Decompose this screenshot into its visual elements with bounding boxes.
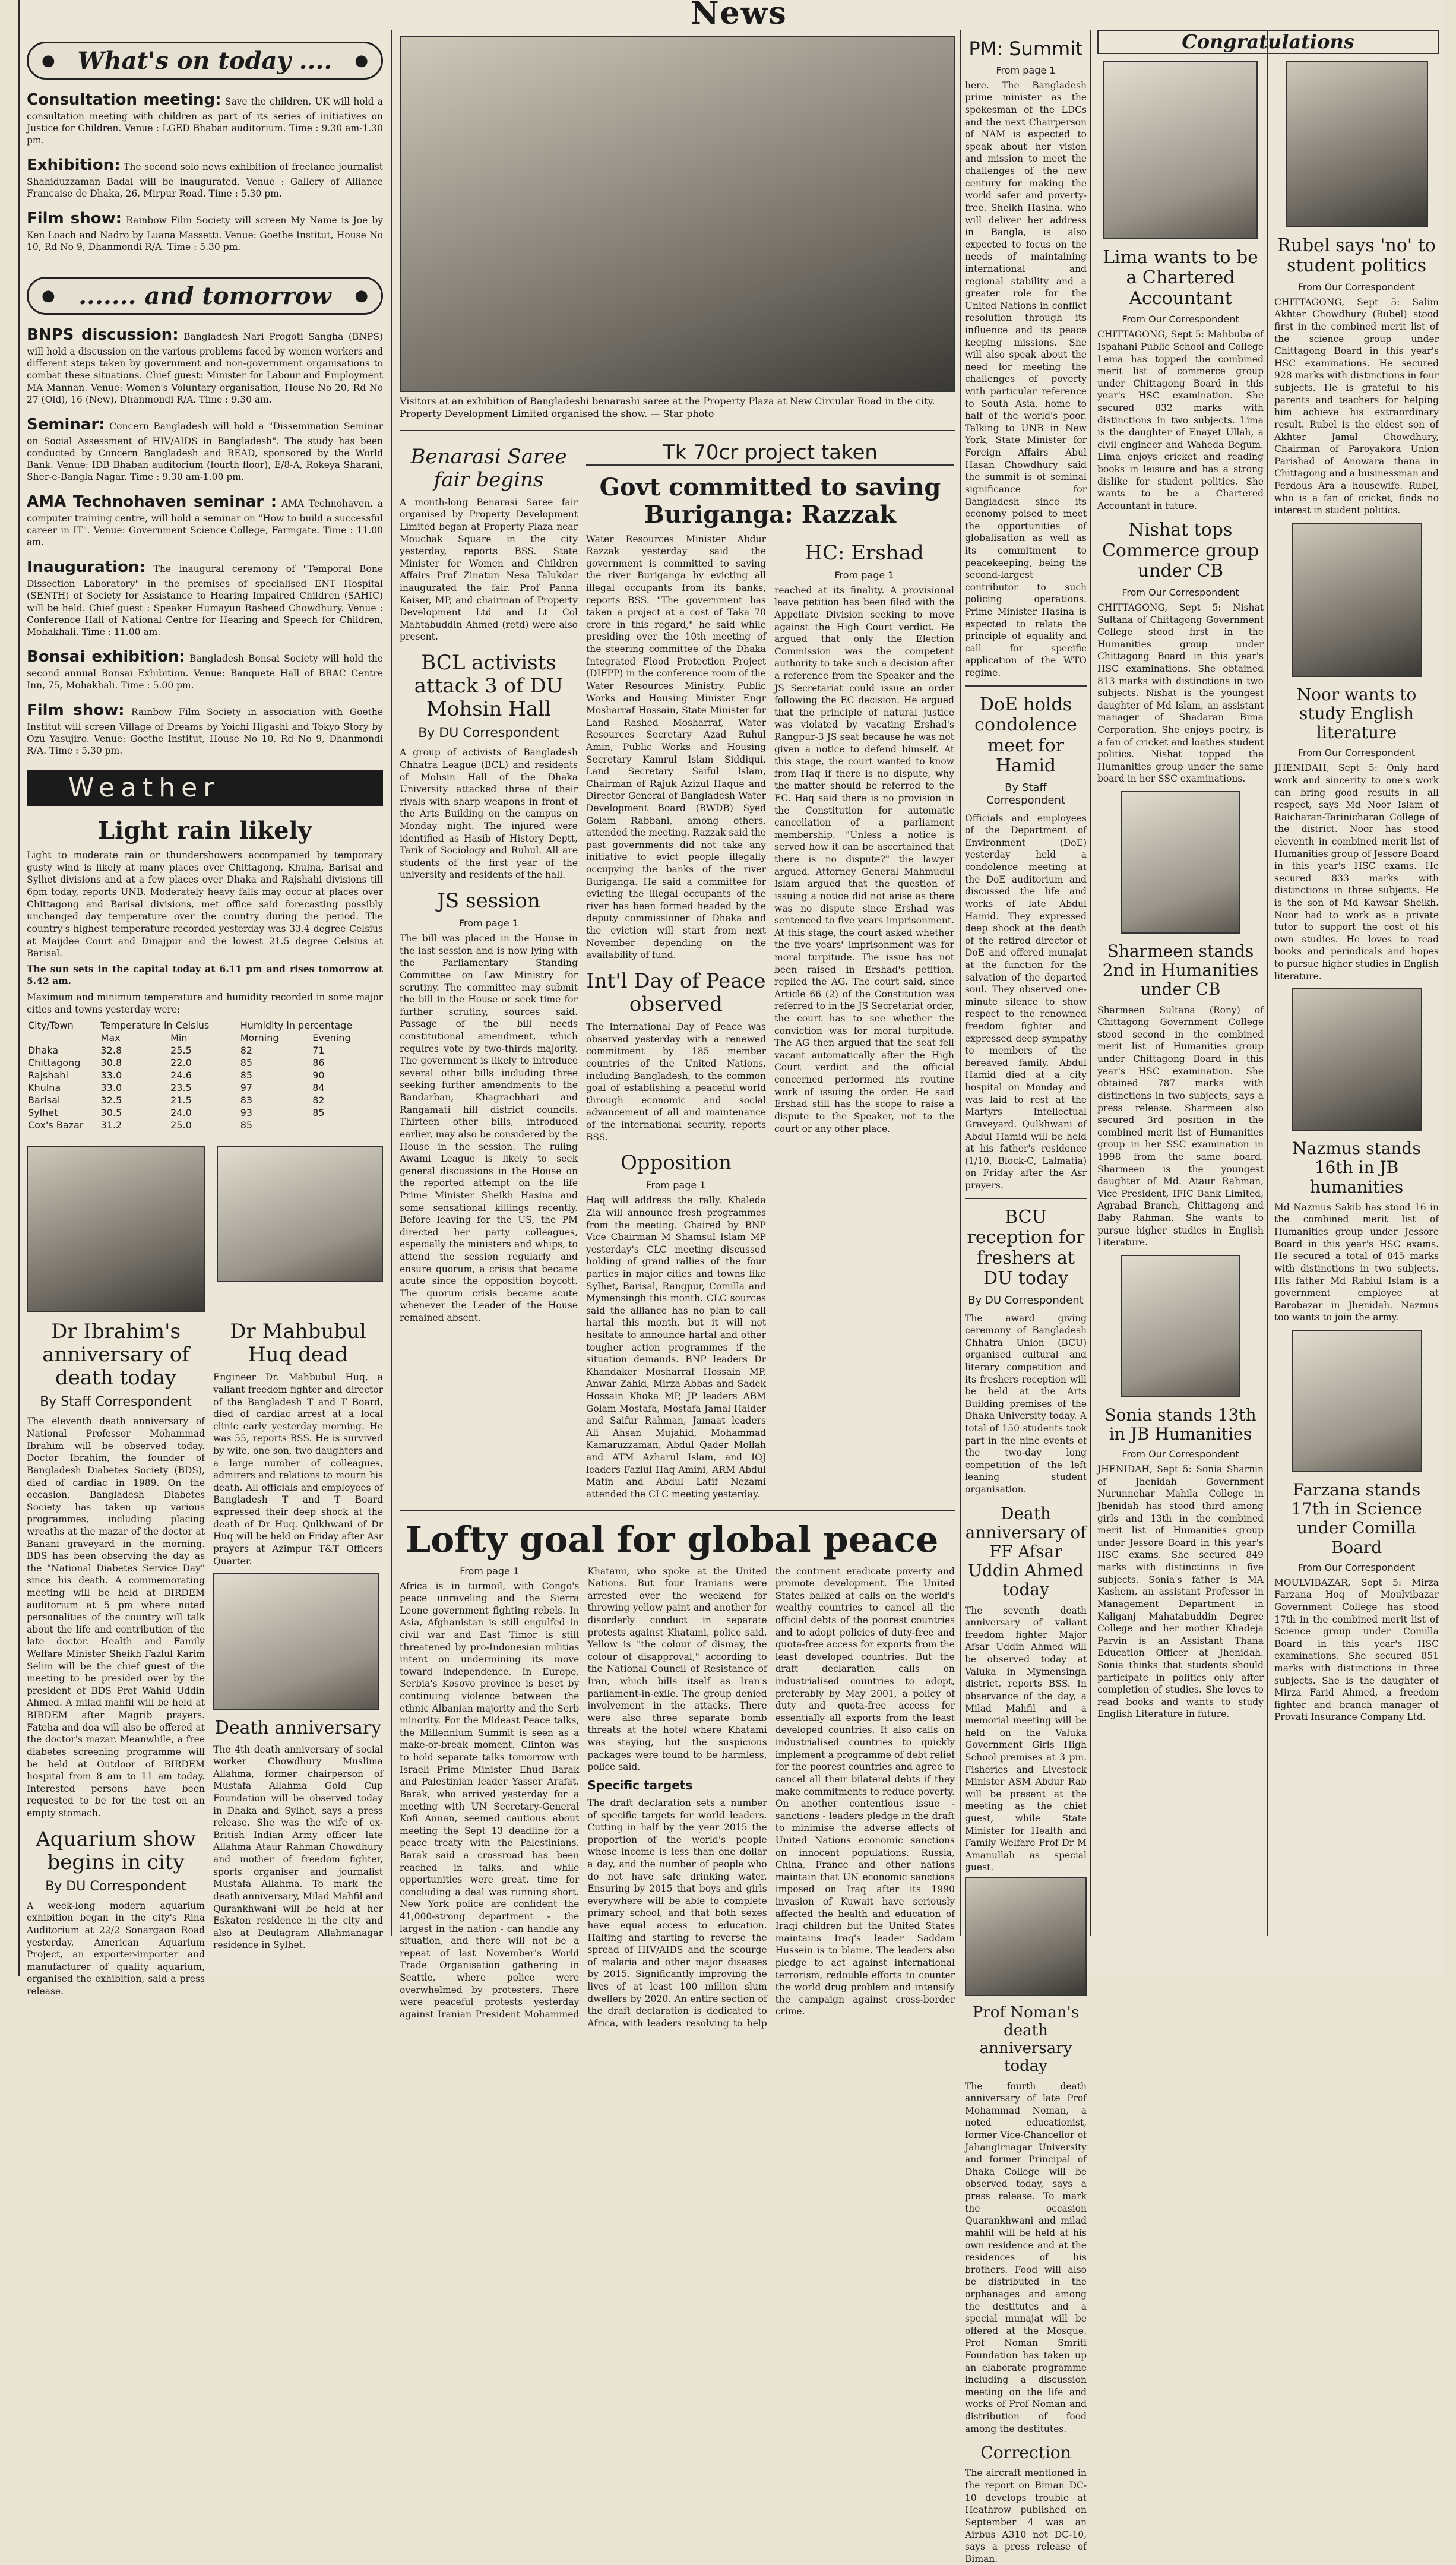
weather-row — [27, 1119, 383, 1131]
bcu-headline: BCU reception for freshers at DU today — [967, 1206, 1085, 1289]
bcl-text: A group of activists of Bangladesh Chhatra League (BCL) and residents of Mohsin Hall of the Dhaka University attacked three of their rivals with sharp weapons in front of the Arts Building on the campus on Monday night. The injured were identified as Hasib of History Deptt, Tarik of Sociology and Ruhul. All are students of the first year of the university and residents of the hall. — [400, 747, 578, 881]
js-headline: JS session — [437, 889, 540, 913]
nishat-headline: Nishat tops Commerce group under CB — [1102, 520, 1259, 582]
specific-text: The draft declaration sets a number of specific targets for world leaders. Cutting in half by the year 2015 the proportion of the world's people whose income is less than one dollar a day, and the number of people who do not have safe drinking water. Ensuring by 2015 that boys and girls everywhere will be able to complete primary school, and that both sexes have equal access to education. Halting and starting to reverse the spread of HIV/AIDS and the scourge of malaria and other major diseases by 2015. Significantly improving the lives of at least 100 million slum dwellers by 2020. An entire section of the draft declaration is dedicated to Africa, with leaders resolving to help the continent eradicate poverty and promote development. The United States balked at calls on the world's wealthy countries to cancel all the official debts of the poorest countries and to adopt policies of duty-free and quota-free access for exports from the least developed countries. But the draft declaration calls on industrialised countries to adopt, preferably by May 2001, a policy of duty and quota-free access for essentially all exports from the least developed countries. It also calls on industrialised countries to quickly implement a programme of debt relief for the poorest countries and agree to cancel all their bilateral debts if they make commitments to reduce poverty. On another contentious issue - sanctions - leaders pledge in the draft to minimise the adverse effects of United Nations economic sanctions on innocent populations. Russia, China, France and other nations maintain that UN economic sanctions imposed on Iraq after its 1990 invasion of Kuwait have seriously affected the health and education of Iraqi children but the United States maintains Iraq's leader Saddam Hussein is to blame. The leaders also pledge to act against international terrorism, redouble efforts to counter the world drug problem and intensify the campaign against cross-border crime. — [587, 1565, 955, 2029]
event-text: Rainbow Film Society will screen My Name is Joe by Ken Loach and Nadro by Luana Massetti. Venue: Goethe Institut, House No 10, Rd No 9, Dhanmondi R/A. Time : 5.30 pm. — [27, 215, 383, 253]
weather-text-2: Maximum and minimum temperature and humidity recorded in some major cities and towns yesterday were: — [27, 991, 383, 1015]
saree-exhibition-photo — [400, 36, 955, 392]
weather-cell: Barisal — [28, 1095, 61, 1106]
js-text: The bill was placed in the House in the last session and is now lying with the Parliamentary Standing Committee on Law Ministry for scrutiny. The committee may submit the bill in the House or seek time for further scrutiny, sources said. Passage of the bill needs constitutional amendment, which requires vote by two-thirds majority. The government is likely to introduce several other bills including three seeking further amendments to the Bandarban, Khagrachhari and Rangamati hill district councils. Thirteen other bills, introduced earlier, may also be considered by the House in the session. The ruling Awami League is likely to seek general discussions in the House on the reported attempt on the life Prime Minister Sheikh Hasina and some sensational killings recently. Before leaving for the US, the PM directed her party colleagues, especially the ministers and whips, to attend the session regularly and ensure quorum, a crisis that became acute since the opposition boycott. The quorum crisis became acute whenever the Leader of the House remained absent. — [400, 933, 578, 1324]
hc-headline: HC: Ershad — [805, 540, 924, 565]
nazmus-text: Md Nazmus Sakib has stood 16 in the combined merit list of Humanities group under Jessore Board in this year's HSC exams. He secured a total of 845 marks with distinctions in two subjects. His father Md Rabiul Islam is a government employee at Barobazar in Jhenidah. Nazmus too wants to join the army. — [1274, 1201, 1439, 1323]
weather-cell: Cox's Bazar — [28, 1119, 84, 1131]
event-text: The inaugural ceremony of "Temporal Bone Dissection Laboratory" in the premises of specialised ENT Hospital (SENTH) of Society for Assistance to Hearing Impaired Children (SAHIC) will be held. Chief guest : Speaker Humayun Rasheed Chowdhury. Venue : Conference Hall of National Centre for Hearing and Speech for Children, Mohakhali. Time : 11.00 am. — [27, 564, 383, 637]
doe-headline: DoE holds condolence meet for Hamid — [974, 694, 1077, 777]
event-title: Seminar: — [27, 415, 105, 434]
farzana-text: MOULVIBAZAR, Sept 5: Mirza Farzana Hoq of Moulvibazar Government College has stood 17th in the combined merit list of Science group under Comilla Board in this year's HSC examinations. She secured 851 marks with distinctions in three subjects. She is the daughter of Mirza Farid Ahmed, a freedom fighter and branch manager of Provati Insurance Company Ltd. — [1274, 1577, 1439, 1723]
farzana-photo — [1292, 1330, 1422, 1472]
ibrahim-photo — [27, 1146, 205, 1312]
noman-text: The fourth death anniversary of late Prof Mohammad Noman, a noted educationist, former Vice-Chancellor of Jahangirnagar University and former Principal of Dhaka College will be observed today, says a press release. To mark the occasion Quarankhwani and milad mahfil will be held at his own residence and at the residences of his brothers. Food will also be distributed in the orphanages and among the destitutes and a special munajat will be offered at the Mosque. Prof Noman Smriti Foundation has taken up an elaborate programme including a discussion meeting on the life and works of Prof Noman and distribution of food among the destitutes. — [965, 2080, 1087, 2434]
bcl-headline: BCL activists attack 3 of DU Mohsin Hall — [414, 651, 564, 722]
weather-cell: 32.8 — [100, 1045, 122, 1057]
whats-on-banner: ● What's on today .... ● — [27, 42, 383, 80]
opposition-from: From page 1 — [646, 1179, 706, 1191]
weather-cell: 85 — [312, 1107, 325, 1119]
nishat-from: From Our Correspondent — [1122, 586, 1239, 598]
opposition-headline: Opposition — [620, 1151, 732, 1175]
event-title: BNPS discussion: — [27, 326, 179, 344]
weather-cell: 23.5 — [170, 1082, 192, 1094]
column-5 — [965, 30, 1087, 2564]
weather-cell: 32.5 — [100, 1095, 122, 1106]
doe-text: Officials and employees of the Department of Environment (DoE) yesterday held a condolence meeting at the DoE auditorium and discussed the life and works of late Abdul Hamid. They expressed deep shock at the death of the retired director of DoE and offered munajat at the function for the salvation of the departed soul. They observed one-minute silence to show respect to the renowned freedom fighter and expressed deep sympathy to members of the bereaved family. Abdul Hamid died at a city hospital on Monday and was laid to rest at the Martyrs Intellectual Graveyard. Qulkhwani of Abdul Hamid will be held at his father's residence (1/10, Block-C, Lalmatia) on Friday after the Asr prayers. — [965, 812, 1087, 1191]
weather-cell: 82 — [312, 1095, 325, 1106]
events-tomorrow-list — [27, 325, 383, 757]
event-text: Bangladesh Nari Progoti Sangha (BNPS) will hold a discussion on the various problems faced by women workers and different steps taken by government and non-government organisations to combat these situations. Chief guest: Minister for Labour and Employment MA Mannan. Venue: Women's Voluntary organisation, House No 20, Rd No 27 (Old), 16 (New), Dhanmondi R/A. Time : 9.30 am. — [27, 331, 383, 405]
weather-cell: 97 — [240, 1082, 253, 1094]
weather-table-head: Temperature in Celsius — [100, 1020, 210, 1032]
weather-cell: 85 — [240, 1070, 253, 1081]
weather-cell: 25.5 — [170, 1045, 192, 1057]
event-text: Save the children, UK will hold a consultation meeting with children as part of its series of initiatives on Justice for Children. Venue : LGED Bhaban auditorium. Time : 9.30 am-1.30 pm. — [27, 96, 383, 146]
intl-headline: Int'l Day of Peace observed — [586, 969, 766, 1017]
weather-table-sub: Min — [170, 1032, 188, 1044]
aquarium-headline: Aquarium show begins in city — [36, 1827, 196, 1874]
events-today-list — [27, 90, 383, 253]
newspaper-page — [18, 0, 1443, 2564]
congratulations-banner: Congratulations — [1097, 30, 1439, 54]
bcl-byline: By DU Correspondent — [418, 726, 559, 741]
event-title: AMA Technohaven seminar : — [27, 493, 277, 511]
noman-photo — [965, 1877, 1087, 1996]
js-from: From page 1 — [459, 918, 518, 929]
aquarium-byline: By DU Correspondent — [45, 1878, 186, 1894]
lofty-article — [400, 1565, 955, 2030]
masthead: News — [691, 0, 787, 31]
weather-row — [27, 1057, 383, 1069]
weather-cell: 83 — [240, 1095, 253, 1106]
lima-headline: Lima wants to be a Chartered Accountant — [1103, 246, 1258, 309]
congratulations-section — [1097, 30, 1439, 1966]
specific-headline: Specific targets — [587, 1778, 693, 1792]
correction-text: The aircraft mentioned in the report on Biman DC-10 develops trouble at Heathrow published on September 4 was an Airbus A310 not DC-10, says a press release of Biman. — [965, 2468, 1087, 2564]
noor-text: JHENIDAH, Sept 5: Only hard work and sincerity to one's work can bring good results in all respect, says Md Noor Islam of Raicharan-Tarinicharan College of the district. Noor has stood eleventh in combined merit list of Humanities group of Jessore Board in this year's HSC exams. He secured 833 marks with distinctions in three subjects. He is the son of Md Kawsar Sheikh. Noor had to work as a private tutor to support the cost of his own studies. He loves to read books and periodicals and hopes to pursue higher studies in English literature. — [1274, 763, 1439, 982]
weather-cell: 93 — [240, 1107, 253, 1119]
event-item — [27, 647, 383, 691]
event-item — [27, 209, 383, 253]
photo-caption: Visitors at an exhibition of Bangladeshi benarashi saree at the Property Plaza at New Circular Road in the city. Property Development Limited organised the show. — Star photo — [400, 396, 935, 419]
weather-cell: 33.0 — [100, 1070, 122, 1081]
event-item — [27, 325, 383, 406]
bcu-byline: By DU Correspondent — [968, 1293, 1084, 1307]
event-title: Exhibition: — [27, 156, 121, 175]
sonia-text: JHENIDAH, Sept 5: Sonia Sharnin of Jhenidah Government Nurunnehar Mahila College in Jhenidah has stood third among girls and 13th in the combined merit list of Humanities group under Jessore Board in this year's HSC exams. She secured 849 marks with distinctions in five subjects. Sonia's father is MA Kashem, an assistant Professor in Management Department in Kaliganj Mahatabuddin Degree College and her mother Khadeja Parvin is an Assistant Thana Education Officer at Jhenidah. Sonia thinks that students should participate in politics only after completion of studies. She loves to read books and wants to study English Literature in future. — [1097, 1464, 1264, 1720]
sonia-from: From Our Correspondent — [1122, 1448, 1239, 1460]
anniversary-text: The 4th death anniversary of social worker Chowdhury Muslima Allahma, former chairperson of Mustafa Allahma Gold Cup Foundation will be observed today in Dhaka and Sylhet, says a press release. She was the wife of ex-British Indian Army officer late Allahma Ataur Rahman Chowdhury and mother of freedom fighter, sports organiser and journalist Mustafa Allahma. To mark the death anniversary, Milad Mahfil and Qurankhwani will be held at her Eskaton residence in the city and also at Deulagram Allahmanagar residence in Sylhet. — [213, 1744, 383, 1951]
weather-cell: 21.5 — [170, 1095, 192, 1106]
event-title: Bonsai exhibition: — [27, 647, 185, 666]
weather-cell: 90 — [312, 1070, 325, 1081]
weather-row — [27, 1069, 383, 1081]
pm-headline: PM: Summit — [968, 37, 1083, 60]
weather-cell: 71 — [312, 1045, 325, 1057]
event-item — [27, 156, 383, 200]
mahbubul-text: Engineer Dr. Mahbubul Huq, a valiant freedom fighter and director of the Bangladesh T and T Board, died of cardiac arrest at a local clinic early yesterday morning. He was 55, reports BSS. He is survived by wife, one son, two daughters and a large number of colleagues, admirers and relations to mourn his death. All officials and employees of Bangladesh T and T Board expressed their deep shock at the death of Dr Huq. Qulkhwani of Dr Huq will be held on Friday after Asr prayers at Azimpur T&T Officers Quarter. — [213, 1372, 383, 1567]
tomorrow-banner: ● ....... and tomorrow ● — [27, 277, 383, 315]
event-item — [27, 558, 383, 638]
farzana-from: From Our Correspondent — [1297, 1561, 1416, 1573]
hc-text: reached at its finality. A provisional leave petition has been filed with the Appellate Division seeking to move against the High Court verdict. He argued that only the Election Commission was the competent authority to take such a decision after a reference from the Speaker and the JS Secretariat could issue an order following the EC decision. He argued that the principle of natural justice was violated by vacating Ershad's Rangpur-3 JS seat because he was not given a notice to defend himself. At this stage, the court wanted to know from Haq if there is no dispute, why the matter should be referred to the EC. Haq said there is no provision in the Constitution for automatic cancellation of a parliament membership. "Unless a notice is served how it can be ascertained that there is no dispute?" the lawyer argued. Attorney General Mahmudul Islam argued that the question of issuing a notice did not arise as there was no dispute since Ershad was sentenced to five years imprisonment. At this stage, the court asked whether the five years' imprisonment was for moral turpitude. The issue has not been raised in Ershad's petition, replied the AG. The court said, since Article 66 (2) of the Constitution was referred to in the JS Secretariat order, the court has to see whether the conviction was for moral turpitude. The AG then argued that the seat fell vacant automatically after the High Court verdict and the official concerned performed his routine work of issuing the order. He said Ershad still has the scope to raise a dispute to the Speaker, not to the court or any other place. — [774, 584, 954, 1134]
event-title: Film show: — [27, 210, 122, 228]
buriganga-headline: Govt committed to saving Buriganga: Razzak — [599, 473, 941, 529]
weather-table — [27, 1019, 383, 1131]
afsar-headline: Death anniversary of FF Afsar Uddin Ahmed today — [965, 1503, 1087, 1600]
event-title: Film show: — [27, 701, 125, 720]
anniversary-headline: Death anniversary — [214, 1718, 382, 1739]
event-text: Bangladesh Bonsai Society will hold the second annual Bonsai Exhibition. Venue: Banquete Hall of BRAC Centre Inn, 75, Mohakhali. Time : 5.00 pm. — [27, 653, 383, 691]
weather-cell: 31.2 — [100, 1119, 122, 1131]
lofty-headline: Lofty goal for global peace — [406, 1519, 939, 1561]
event-item — [27, 701, 383, 757]
lima-text: CHITTAGONG, Sept 5: Mahbuba of Ispahani Public School and College Lema has topped the combined merit list of commerce group under Chittagong Board in this year's HSC examination. She secured 832 marks with distinctions in two subjects. Lima is the daughter of Enayet Ullah, a civil engineer and Waheda Begum. Lima enjoys cricket and reading books in leisure and has a strong dislike for student politics. She wants to be a Chartered Accountant in future. — [1097, 329, 1264, 511]
weather-text: Light to moderate rain or thundershowers accompanied by temporary gusty wind is likely at many places over Chittagong, Khulna, Barisal and Sylhet divisions and at a few places over Dhaka and Rajshahi divisions till 6pm today, reports UNB. Moderately heavy falls may occur at places over Chittagong and Barisal divisions, met office said forecasting possibly unchanged day temperature over the country during the period. The country's highest temperature recorded yesterday was 33.4 degree Celsius at Maijdee Court and Dinajpur and the lowest 21.5 degree Celsius at Barisal. — [27, 850, 383, 959]
weather-cell — [311, 1119, 383, 1131]
event-text: Rainbow Film Society in association with Goethe Institut will screen Village of Dreams by Yoichi Higashi and Tokyo Story by Ozu Yasujiro. Venue: Goethe Institut, House No 10, Rd No 9, Dhanmondi R/A. Time : 5.30 pm. — [27, 707, 383, 757]
doe-byline: By Staff Correspondent — [986, 781, 1065, 806]
weather-table-body — [27, 1044, 383, 1131]
noman-headline: Prof Noman's death anniversary today — [972, 2004, 1080, 2075]
hc-from: From page 1 — [834, 569, 894, 581]
noor-photo — [1292, 523, 1422, 677]
noor-headline: Noor wants to study English literature — [1296, 684, 1417, 743]
weather-table-sub: Morning — [240, 1032, 279, 1044]
weather-cell: Dhaka — [28, 1045, 59, 1057]
rubel-photo — [1286, 61, 1428, 227]
weather-cell: Sylhet — [28, 1107, 58, 1119]
weather-table-sub: Evening — [312, 1032, 351, 1044]
event-text: AMA Technohaven, a computer training centre, will hold a seminar on "How to build a successful career in IT". Venue: Government Science College, Farmgate. Time : 11.00 am. — [27, 498, 383, 548]
afsar-text: The seventh death anniversary of valiant freedom fighter Major Afsar Uddin Ahmed will be observed today at Valuka in Mymensingh district, reports BSS. In observance of the day, a Milad Mahfil and a memorial meeting will be held on the Valuka Government Girls High School premises at 3 pm. Fisheries and Livestock Minister ASM Abdur Rab will be present at the meeting as the chief guest, while State Minister for Health and Family Welfare Prof Dr M Amanullah as special guest. — [965, 1605, 1087, 1873]
weather-table-sub — [27, 1032, 100, 1044]
weather-table-head: City/Town — [28, 1020, 74, 1032]
weather-row — [27, 1094, 383, 1106]
event-title: Inauguration: — [27, 558, 145, 577]
sonia-photo — [1121, 1255, 1240, 1397]
column-rule — [1090, 30, 1091, 1936]
sharmeen-headline: Sharmeen stands 2nd in Humanities under CB — [1102, 941, 1259, 1000]
benarasi-headline: Benarasi Saree fair begins — [410, 444, 567, 492]
tk-kicker: Tk 70cr project taken — [586, 441, 954, 466]
event-text: Concern Bangladesh will hold a "Dissemination Seminar on Social Assessment of HIV/AIDS in Bangladesh". The study has been conducted by Concern Bangladesh and READ, sponsored by the World Bank. Venue: IDB Bhaban auditorium (fourth floor), E/8-A, Rokeya Sharani, Sher-e-Bangla Nagar. Time : 9.30 am-1.00 pm. — [27, 420, 383, 483]
column-rule — [960, 30, 961, 1936]
correction-headline: Correction — [980, 2443, 1071, 2463]
pm-text: here. The Bangladesh prime minister as the spokesman of the LDCs and the next Chairperson of NAM is expected to speak about her vision and mission to meet the challenges of the new century for making the world safer and poverty-free. Sheikh Hasina, who will deliver her address in Bangla, is also expected to focus on the needs of maintaining international and regional stability and a greater role for the United Nations in conflict resolution through its influence and its peace keeping missions. She will also speak about the need for meeting the challenges of poverty with particular reference to South Asia, home to half of the world's poor. Talking to UNB in New York, State Minister for Foreign Affairs Abul Hasan Chowdhury said the summit is of seminal significance for Bangladesh since its economy poised to meet the opportunities of globalisation as well as its commitment to peacekeeping, being the second-largest contributor to such policing operations. Prime Minister Hasina is expected to relate the principle of equality and call for specific application of the WTO regime. — [965, 80, 1087, 679]
aquarium-text: A week-long modern aquarium exhibition began in the city's Rina Auditorium at 22/2 Sonargaon Road yesterday. American Aquarium Project, an exporter-importer and manufacturer of quality aquarium, organised the exhibition, said a press release. — [27, 1900, 205, 1997]
weather-cell: 24.6 — [170, 1070, 192, 1081]
weather-table-head: Humidity in percentage — [240, 1020, 353, 1032]
nishat-text: CHITTAGONG, Sept 5: Nishat Sultana of Chittagong Government College stood first in the Humanities group under Chittagong Board in this year's HSC examinations. She obtained 813 marks with distinctions in two subjects. Nishat is the youngest daughter of Md Islam, an assistant manager of Shadaran Bima Corporation. She enjoys poetry, is a fan of cricket and loathes student politics. Nishat topped the Humanities group under the same board in her SSC examinations. — [1097, 602, 1264, 785]
weather-cell: 33.0 — [100, 1082, 122, 1094]
weather-cell: Rajshahi — [28, 1070, 68, 1081]
weather-cell: 30.8 — [100, 1057, 122, 1069]
benarasi-text: A month-long Benarasi Saree fair organised by Property Development Limited began at Property Plaza near Mouchak Square in the city yesterday, reports BSS. State Minister for Women and Children Affairs Prof Zinatun Nesa Talukdar inaugurated the fair. Prof Panna Kaiser, MP, and chairman of Property Development Ltd and Lt Col Mahtabuddin Ahmed (retd) were also present. — [400, 496, 578, 643]
rubel-from: From Our Correspondent — [1297, 281, 1416, 293]
event-item — [27, 90, 383, 146]
weather-cell: 24.0 — [170, 1107, 192, 1119]
sharmeen-text: Sharmeen Sultana (Rony) of Chittagong Government College stood second in the combined merit list of Humanities group under Chittagong Board in this year's HSC examination. She obtained 787 marks with distinctions in two subjects, says a press release. Sharmeen also secured 3rd position in the combined merit list of Humanities group in her SSC examination in 1998 from the same board. Sharmeen is the youngest daughter of Md. Ataur Rahman, Vice President, IFIC Bank Limited, Agrabad Branch, Chittagong and Baby Rahman. She wants to pursue higher studies in English Literature. — [1097, 1004, 1264, 1248]
ibrahim-headline: Dr Ibrahim's anniversary of death today — [42, 1320, 189, 1390]
event-title: Consultation meeting: — [27, 91, 221, 109]
farzana-headline: Farzana stands 17th in Science under Comilla Board — [1291, 1479, 1422, 1557]
weather-cell: 25.0 — [170, 1119, 192, 1131]
column-1 — [27, 18, 383, 1997]
event-item — [27, 492, 383, 548]
sharmeen-photo — [1121, 791, 1240, 934]
intl-text: The International Day of Peace was observed yesterday with a renewed commitment by 185 member countries of the United Nations, including Bangladesh, to the common goal of establishing a peaceful world through economic and social advancement of all and maintenance of the international security, reports BSS. — [586, 1021, 766, 1143]
allahma-photo — [213, 1573, 379, 1710]
weather-row — [27, 1044, 383, 1057]
column-rule — [391, 30, 392, 1936]
weather-cell: 30.5 — [100, 1107, 122, 1119]
opposition-text: Haq will address the rally. Khaleda Zia will announce fresh programmes from the meeting. Chaired by BNP Vice Chairman M Shamsul Islam MP yesterday's CLC meeting discussed holding of grand rallies of the four parties in major cities and towns like Sylhet, Barisal, Rangpur, Comilla and Mymensingh this month. CLC sources said the alliance has no plan to call hartal this month, but it will not hesitate to announce hartal and other tougher action programmes if the situation demands. BNP leaders Dr Khandaker Mosharraf Hossain MP, Anwar Zahid, Mirza Abbas and Sadek Hossain Khoka MP, JP leaders ABM Golam Mostafa, Mostafa Jamal Haider and Saifur Rahman, Jamaat leaders Ali Ahsan Mujahid, Mohammad Kamaruzzaman, Abdul Qader Mollah and ATM Azharul Islam, and IOJ leaders Fazlul Haq Amini, ARM Abdul Matin and Abdul Latif Nezami attended the CLC meeting yesterday. — [586, 1195, 766, 1500]
weather-cell: 85 — [240, 1057, 253, 1069]
weather-cell: 86 — [312, 1057, 325, 1069]
lima-photo — [1103, 61, 1258, 239]
lofty-text: Africa is in turmoil, with Congo's peace unraveling and the Sierra Leone government fighting rebels. In Asia, Afghanistan is still engulfed in civil war and East Timor is still threatened by pro-Indonesian militias intent on undermining its move toward independence. In Europe, Serbia's Kosovo province is beset by continuing violence between the ethnic Albanian majority and the Serb minority. For the Mideast Peace talks, the Millennium Summit is seen as a make-or-break moment. Clinton was to hold separate talks tomorrow with Israeli Prime Minister Ehud Barak and Palestinian leader Yasser Arafat. Barak, who arrived yesterday for a meeting with UN Secretary-General Kofi Annan, seemed cautious about meeting the Sept 13 deadline for a peace treaty with the Palestinians. Barak said a crossroad has been reached in talks, and while opportunities were great, time for concluding a deal was running short. New York police are confident the 41,000-strong department - the largest in the nation - can handle any situation, and there will not be a repeat of last November's World Trade Organisation gathering in Seattle, where police were overwhelmed by protesters. There were peaceful protests yesterday against Iranian President Mohammed Khatami, who spoke at the United Nations. But four Iranians were arrested over the weekend for throwing yellow paint and another for disorderly conduct in separate protests against Khatami, police said. Yellow is "the colour of dismay, the colour of disapproval," according to the National Council of Resistance of Iran, which bills itself as Iran's parliament-in-exile. The group denied involvement in the attacks. There were also three separate bomb threats at the hotel where Khatami was staying, but the suspicious packages were found to be harmless, police said. — [400, 1565, 767, 2020]
mahbubul-photo — [217, 1146, 383, 1282]
weather-cell: Chittagong — [28, 1057, 81, 1069]
rubel-text: CHITTAGONG, Sept 5: Salim Akhter Chowdhury (Rubel) stood first in the combined merit list of the science group under Chittagong Board in this year's HSC examinations. He secured 928 marks with distinctions in four subjects. He is grateful to his parents and teachers for helping him achieve his extraordinary result. Rubel is the eldest son of Akhter Jamal Chowdhury, Chairman of Paroyakora Union Parishad of Anowara thana in Chittagong and a businessman and Ferdous Ara a housewife. Rubel, who is a fan of cricket, finds no interest in student politics. — [1274, 296, 1439, 516]
event-text: The second solo news exhibition of freelance journalist Shahiduzzaman Badal will be inaugurated. Venue : Gallery of Alliance Francaise de Dhaka, 26, Mirpur Road. Time : 5.30 pm. — [27, 162, 383, 200]
event-item — [27, 415, 383, 483]
ibrahim-text: The eleventh death anniversary of National Professor Mohammad Ibrahim will be observed today. Doctor Ibrahim, the founder of Bangladesh Diabetes Society (BDS), died of cardiac in 1989. On the occasion, Bangladesh Diabetes Society has taken up various programmes, including placing wreaths at the mazar of the doctor at Banani graveyard in the morning. BDS has been observing the day as the "National Diabetes Service Day" since his death. A commemorating meeting will be held at BIRDEM auditorium at 5 pm where noted personalities of the country will talk about the life and contribution of the late doctor. Health and Family Welfare Minister Sheikh Fazlul Karim Selim will be the chief guest of the meeting to be presided over by the president of BDS Prof Wahid Uddin Ahmed. A milad mahfil will be held at BIRDEM after Magrib prayers. Fateha and doa will also be offered at the doctor's mazar. Meanwhile, a free diabetes screening programme will be held at Outdoor of BIRDEM hospital from 8 am to 11 am today. Interested persons have been requested to be for the test on an empty stomach. — [27, 1416, 205, 1818]
noor-from: From Our Correspondent — [1297, 747, 1416, 759]
weather-cell: 22.0 — [170, 1057, 192, 1069]
weather-cell: Khulna — [28, 1082, 61, 1094]
weather-headline: Light rain likely — [98, 817, 312, 845]
lima-from: From Our Correspondent — [1122, 314, 1239, 325]
weather-table-sub: Max — [100, 1032, 121, 1044]
weather-row — [27, 1081, 383, 1094]
weather-sun: The sun sets in the capital today at 6.11 pm and rises tomorrow at 5.42 am. — [27, 963, 383, 987]
sonia-headline: Sonia stands 13th in JB Humanities — [1104, 1405, 1256, 1444]
weather-cell: 85 — [240, 1119, 253, 1131]
nazmus-photo — [1292, 988, 1422, 1131]
pm-from: From page 1 — [996, 64, 1056, 76]
mahbubul-headline: Dr Mahbubul Huq dead — [230, 1320, 366, 1367]
lofty-from: From page 1 — [460, 1565, 520, 1577]
rubel-headline: Rubel says 'no' to student politics — [1277, 235, 1436, 277]
weather-banner: Weather — [27, 770, 383, 806]
nazmus-headline: Nazmus stands 16th in JB humanities — [1292, 1138, 1421, 1197]
weather-cell: 84 — [312, 1082, 325, 1094]
weather-row — [27, 1106, 383, 1119]
center-columns — [400, 36, 955, 2029]
bcu-text: The award giving ceremony of Bangladesh Chhatra Union (BCU) organised cultural and literary competition and its freshers reception will be held at the Arts Building premises of the Dhaka University today. A total of 150 students took part in the nine events of the two-day long competition of the left leaning student organisation. — [965, 1312, 1087, 1495]
buriganga-text: Water Resources Minister Abdur Razzak yesterday said the government is committed to saving the river Buriganga by evicting all illegal occupants from its banks, reports BSS. "The government has taken a project at a cost of Taka 70 crore in this regard," he said while presiding over the 10th meeting of the steering committee of the Dhaka Integrated Flood Protection Project (DIFPP) in the conference room of the Water Resources Ministry. Public Works and Housing Minister Engr Mosharraf Hossain, State Minister for Land Rashed Mosharraf, Water Resources Secretary Azad Ruhul Amin, Public Works and Housing Secretary Kamrul Islam Siddiqui, Land Secretary Saiful Islam, Chairman of Rajuk Azizul Haque and Director General of Bangladesh Water Development Board (BWDB) Syed Golam Rabbani, among others, attended the meeting. Razzak said the past governments did not take any initiative to evict people illegally occupying the banks of the river Buriganga. He said a committee for evicting the illegal occupants of the river has been formed headed by the deputy commissioner of Dhaka and the eviction will start from next November depending on the availability of fund. — [586, 533, 766, 961]
ibrahim-byline: By Staff Correspondent — [40, 1394, 192, 1410]
weather-cell: 82 — [240, 1045, 253, 1057]
portrait-row — [27, 1146, 383, 1312]
